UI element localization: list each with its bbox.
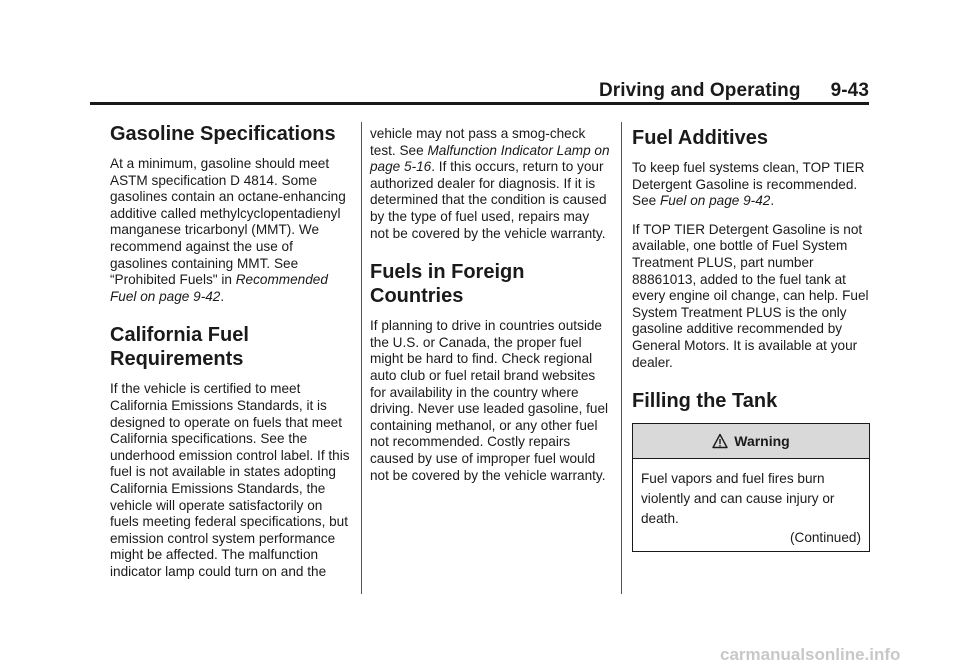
text: . bbox=[220, 288, 225, 304]
cross-reference-link[interactable]: Fuel on page 9-42 bbox=[659, 193, 771, 209]
header-text bbox=[599, 80, 869, 102]
text: . If this occurs, return to your authorized dealer for diagnosis. If it is determined that the condition is caused by the type of fuel used, repairs may not be covered by the vehicle warranty. bbox=[370, 159, 607, 241]
section-title-california-fuel: California Fuel Requirements bbox=[110, 324, 249, 371]
continued-label: (Continued) bbox=[789, 530, 861, 546]
column-divider-1 bbox=[361, 122, 362, 594]
section-title-gasoline-specifications: Gasoline Specifications bbox=[110, 123, 336, 145]
section-title-filling-tank: Filling the Tank bbox=[632, 390, 778, 413]
text: At a minimum, gasoline should meet ASTM specification D 4814. Some gasolines contain an octane-enhancing additive called methylcyclopentadienyl manganese tricarbonyl (MMT). We recommend against the use of gasolines containing MMT. See “Prohibited Fuels" in bbox=[110, 156, 346, 288]
continued-paragraph bbox=[370, 126, 610, 242]
cross-reference-link[interactable]: Malfunction Indicator Lamp on page 5-16 bbox=[370, 142, 610, 175]
warning-label: Warning bbox=[734, 433, 790, 450]
header-rule bbox=[90, 102, 869, 105]
page-number: 9-43 bbox=[830, 80, 869, 101]
column-2 bbox=[370, 126, 610, 496]
fuel-additives-paragraph-2: If TOP TIER Detergent Gasoline is not available, one bottle of Fuel System Treatment PLUS, part number 88861013, added to the fuel tank at every engine oil change, can help. Fuel System Treatment PLUS is the only gasoline additive recommended by General Motors. It is available at your dealer. bbox=[632, 221, 869, 370]
warning-body bbox=[633, 459, 869, 551]
column-1 bbox=[110, 122, 350, 592]
text: To keep fuel systems clean, TOP TIER Detergent Gasoline is recommended. See bbox=[632, 160, 865, 209]
warning-text: Fuel vapors and fuel fires burn violently and can cause injury or death. bbox=[641, 471, 835, 527]
column-divider-2 bbox=[621, 122, 622, 594]
section-title-fuel-additives: Fuel Additives bbox=[632, 127, 768, 149]
page-header bbox=[90, 80, 869, 102]
fuel-additives-paragraph-1 bbox=[632, 160, 870, 210]
watermark: carmanualsonline.info bbox=[720, 645, 901, 664]
cross-reference-link[interactable]: Recommended Fuel on page 9-42 bbox=[110, 272, 328, 304]
section-title: Driving and Operating bbox=[598, 80, 801, 101]
text: vehicle may not pass a smog-check test. See bbox=[370, 126, 586, 158]
warning-triangle-icon bbox=[712, 433, 728, 449]
section-title-fuels-foreign-countries: Fuels in Foreign Countries bbox=[370, 261, 525, 308]
text: . bbox=[770, 193, 775, 209]
warning-box bbox=[632, 423, 870, 552]
california-fuel-paragraph: If the vehicle is certified to meet California Emissions Standards, it is designed to operate on fuels that meet California specifications. See the underhood emission control label. If this fuel is not available in states adopting California Emissions Standards, the vehicle will operate satisfactorily on fuels meeting federal specifications, but emission control system performance might be affected. The malfunction indicator lamp could turn on and the bbox=[110, 381, 350, 579]
foreign-fuel-paragraph: If planning to drive in countries outside the U.S. or Canada, the proper fuel might be hard to find. Check regional auto club or fuel retail brand websites for availability in the country where driving. Never use leaded gasoline, fuel containing methanol, or any other fuel not recommended. Costly repairs caused by use of improper fuel would not be covered by the vehicle warranty. bbox=[370, 318, 609, 483]
gasoline-spec-paragraph bbox=[110, 156, 350, 305]
warning-header bbox=[633, 424, 869, 459]
column-3 bbox=[632, 126, 870, 552]
